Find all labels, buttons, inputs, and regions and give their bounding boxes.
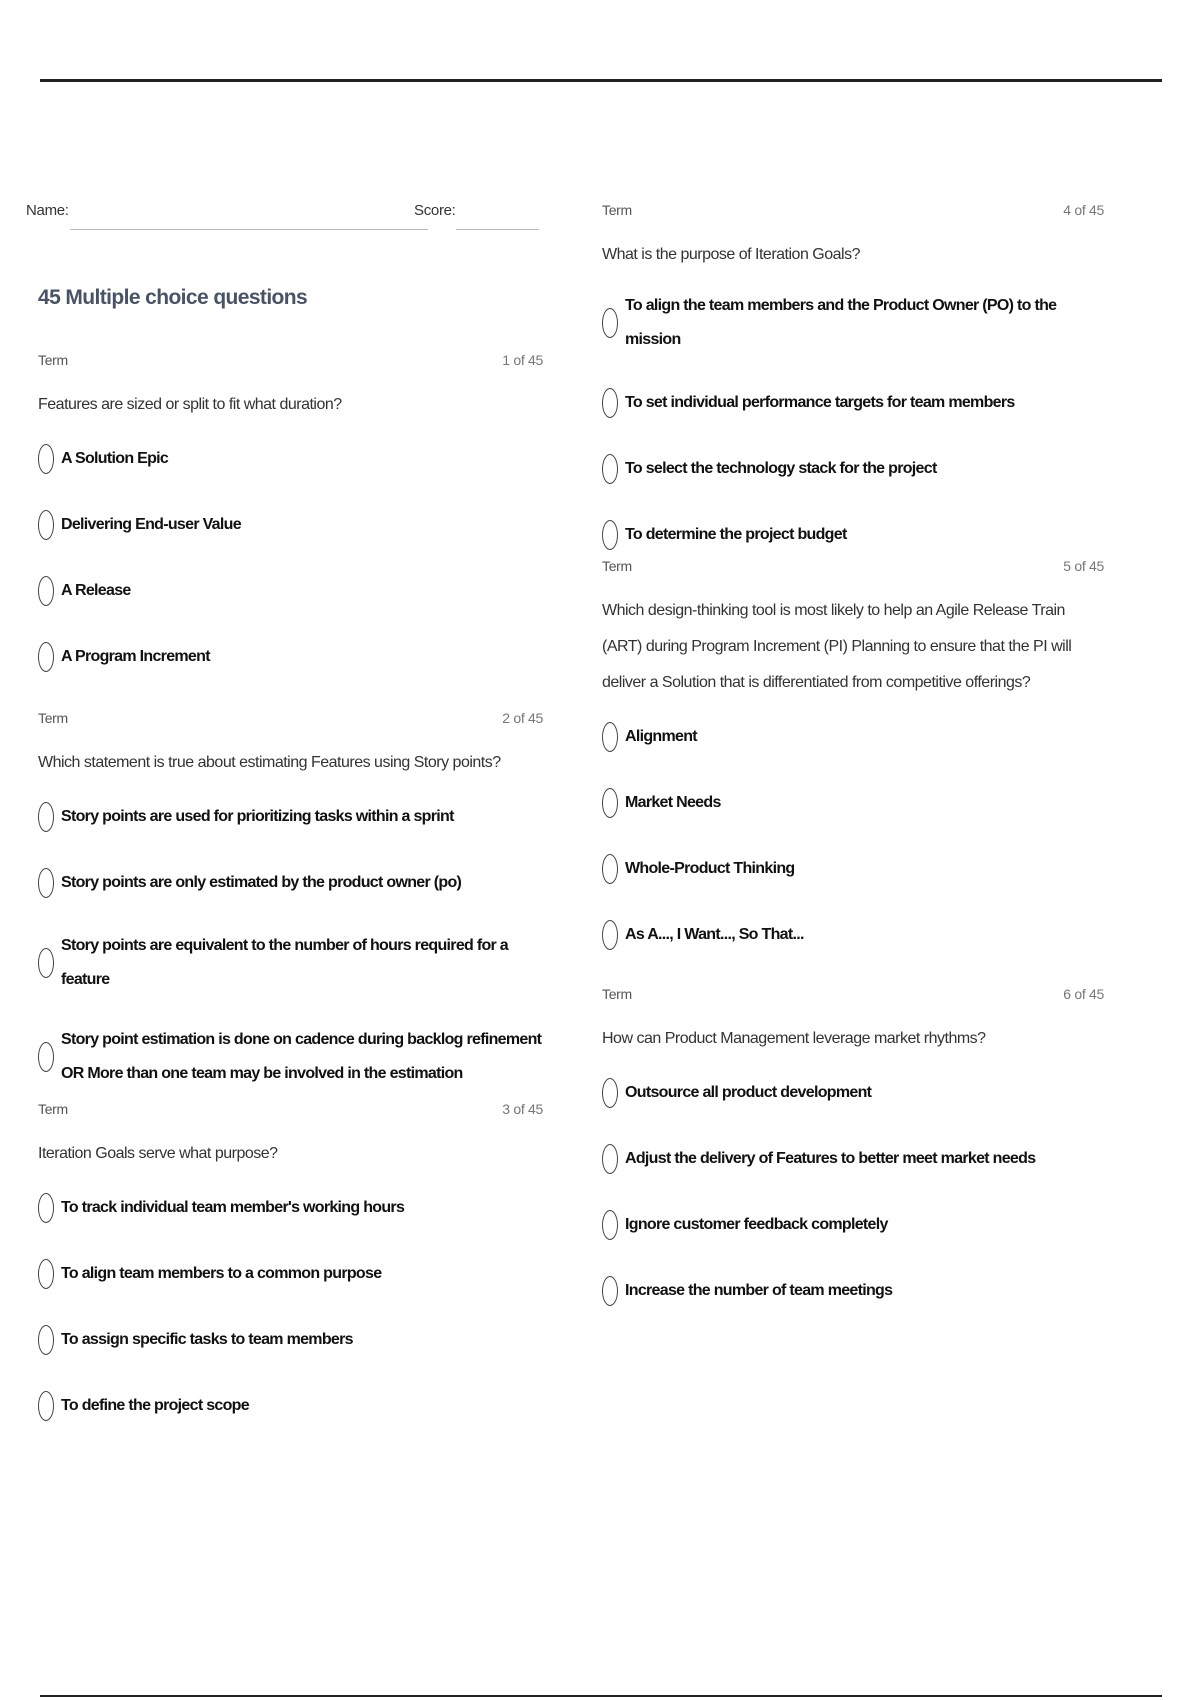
score-label: Score: — [414, 202, 456, 219]
answer-option[interactable] — [602, 783, 1104, 823]
answer-option[interactable] — [602, 1139, 1104, 1179]
radio-button[interactable] — [38, 1259, 54, 1289]
term-label: Term — [602, 202, 632, 218]
radio-button[interactable] — [38, 1391, 54, 1421]
radio-button[interactable] — [38, 868, 54, 898]
question-text: What is the purpose of Iteration Goals? — [602, 246, 860, 263]
radio-button[interactable] — [38, 576, 54, 606]
radio-button[interactable] — [38, 1042, 54, 1072]
question-2 — [38, 710, 543, 1091]
question-count: 1 of 45 — [502, 352, 543, 368]
option-label: Delivering End-user Value — [61, 516, 241, 533]
answer-option[interactable] — [602, 849, 1104, 889]
option-label: Story points are equivalent to the number of hours required for a feature — [61, 937, 509, 988]
score-field[interactable] — [456, 229, 539, 230]
question-count: 4 of 45 — [1063, 202, 1104, 218]
term-label: Term — [38, 1101, 68, 1117]
radio-button[interactable] — [38, 444, 54, 474]
option-label: To set individual performance targets for team members — [625, 394, 1015, 411]
option-label: Ignore customer feedback completely — [625, 1216, 888, 1233]
option-label: As A..., I Want..., So That... — [625, 926, 804, 943]
radio-button[interactable] — [602, 1210, 618, 1240]
option-label: To track individual team member's working hours — [61, 1199, 405, 1216]
radio-button[interactable] — [38, 510, 54, 540]
question-count: 2 of 45 — [502, 710, 543, 726]
option-label: To align the team members and the Product Owner (PO) to the mission — [625, 297, 1057, 348]
term-label: Term — [602, 986, 632, 1002]
answer-option[interactable] — [602, 289, 1104, 357]
option-label: Market Needs — [625, 794, 721, 811]
question-count: 5 of 45 — [1063, 558, 1104, 574]
answer-option[interactable] — [38, 929, 543, 997]
question-text: Which design-thinking tool is most likely to help an Agile Release Train (ART) during Program Increment (PI) Planning to ensure that the PI will deliver a Solution that is differentiated from competitive offerings? — [602, 602, 1072, 691]
term-label: Term — [38, 710, 68, 726]
name-field[interactable] — [70, 229, 428, 230]
answer-option[interactable] — [602, 1073, 1104, 1113]
name-label: Name: — [26, 202, 69, 219]
answer-option[interactable] — [38, 439, 543, 479]
answer-option[interactable] — [602, 915, 1104, 955]
answer-option[interactable] — [602, 449, 1104, 489]
answer-option[interactable] — [38, 1023, 543, 1091]
top-divider — [40, 79, 1162, 82]
radio-button[interactable] — [602, 920, 618, 950]
option-label: Outsource all product development — [625, 1084, 872, 1101]
section-title: 45 Multiple choice questions — [38, 286, 308, 309]
radio-button[interactable] — [602, 308, 618, 338]
radio-button[interactable] — [602, 388, 618, 418]
option-label: Whole-Product Thinking — [625, 860, 795, 877]
option-label: A Solution Epic — [61, 450, 169, 467]
answer-option[interactable] — [602, 1205, 1104, 1245]
radio-button[interactable] — [602, 520, 618, 550]
option-label: Story points are only estimated by the product owner (po) — [61, 874, 462, 891]
radio-button[interactable] — [38, 642, 54, 672]
question-6 — [602, 986, 1104, 1311]
option-label: To assign specific tasks to team members — [61, 1331, 353, 1348]
option-label: Story points are used for prioritizing tasks within a sprint — [61, 808, 454, 825]
answer-option[interactable] — [38, 505, 543, 545]
option-label: Alignment — [625, 728, 697, 745]
radio-button[interactable] — [602, 854, 618, 884]
question-text: Iteration Goals serve what purpose? — [38, 1145, 278, 1162]
bottom-divider — [40, 1695, 1162, 1697]
answer-option[interactable] — [602, 1271, 1104, 1311]
option-label: To select the technology stack for the project — [625, 460, 937, 477]
question-4 — [602, 202, 1104, 555]
answer-option[interactable] — [38, 1320, 543, 1360]
answer-option[interactable] — [602, 515, 1104, 555]
radio-button[interactable] — [38, 1325, 54, 1355]
option-label: Adjust the delivery of Features to better meet market needs — [625, 1150, 1036, 1167]
term-label: Term — [602, 558, 632, 574]
radio-button[interactable] — [602, 722, 618, 752]
radio-button[interactable] — [602, 1144, 618, 1174]
option-label: To determine the project budget — [625, 526, 847, 543]
question-text: Which statement is true about estimating Features using Story points? — [38, 754, 501, 771]
answer-option[interactable] — [38, 571, 543, 611]
question-3 — [38, 1101, 543, 1426]
radio-button[interactable] — [602, 1276, 618, 1306]
option-label: To define the project scope — [61, 1397, 249, 1414]
answer-option[interactable] — [38, 863, 543, 903]
answer-option[interactable] — [38, 1188, 543, 1228]
radio-button[interactable] — [602, 1078, 618, 1108]
answer-option[interactable] — [38, 1254, 543, 1294]
question-count: 6 of 45 — [1063, 986, 1104, 1002]
option-label: A Program Increment — [61, 648, 210, 665]
radio-button[interactable] — [38, 1193, 54, 1223]
answer-option[interactable] — [38, 637, 543, 677]
term-label: Term — [38, 352, 68, 368]
answer-option[interactable] — [602, 717, 1104, 757]
answer-option[interactable] — [602, 383, 1104, 423]
name-score-row — [26, 202, 541, 232]
option-label: Increase the number of team meetings — [625, 1282, 893, 1299]
option-label: Story point estimation is done on cadence during backlog refinement OR More than one team may be involved in the estimation — [61, 1031, 542, 1082]
question-text: Features are sized or split to fit what duration? — [38, 396, 342, 413]
question-text: How can Product Management leverage market rhythms? — [602, 1030, 986, 1047]
radio-button[interactable] — [602, 788, 618, 818]
option-label: To align team members to a common purpose — [61, 1265, 382, 1282]
option-label: A Release — [61, 582, 131, 599]
radio-button[interactable] — [38, 948, 54, 978]
question-1 — [38, 352, 543, 677]
question-count: 3 of 45 — [502, 1101, 543, 1117]
answer-option[interactable] — [38, 1386, 543, 1426]
radio-button[interactable] — [602, 454, 618, 484]
radio-button[interactable] — [38, 802, 54, 832]
question-5 — [602, 558, 1104, 955]
answer-option[interactable] — [38, 797, 543, 837]
